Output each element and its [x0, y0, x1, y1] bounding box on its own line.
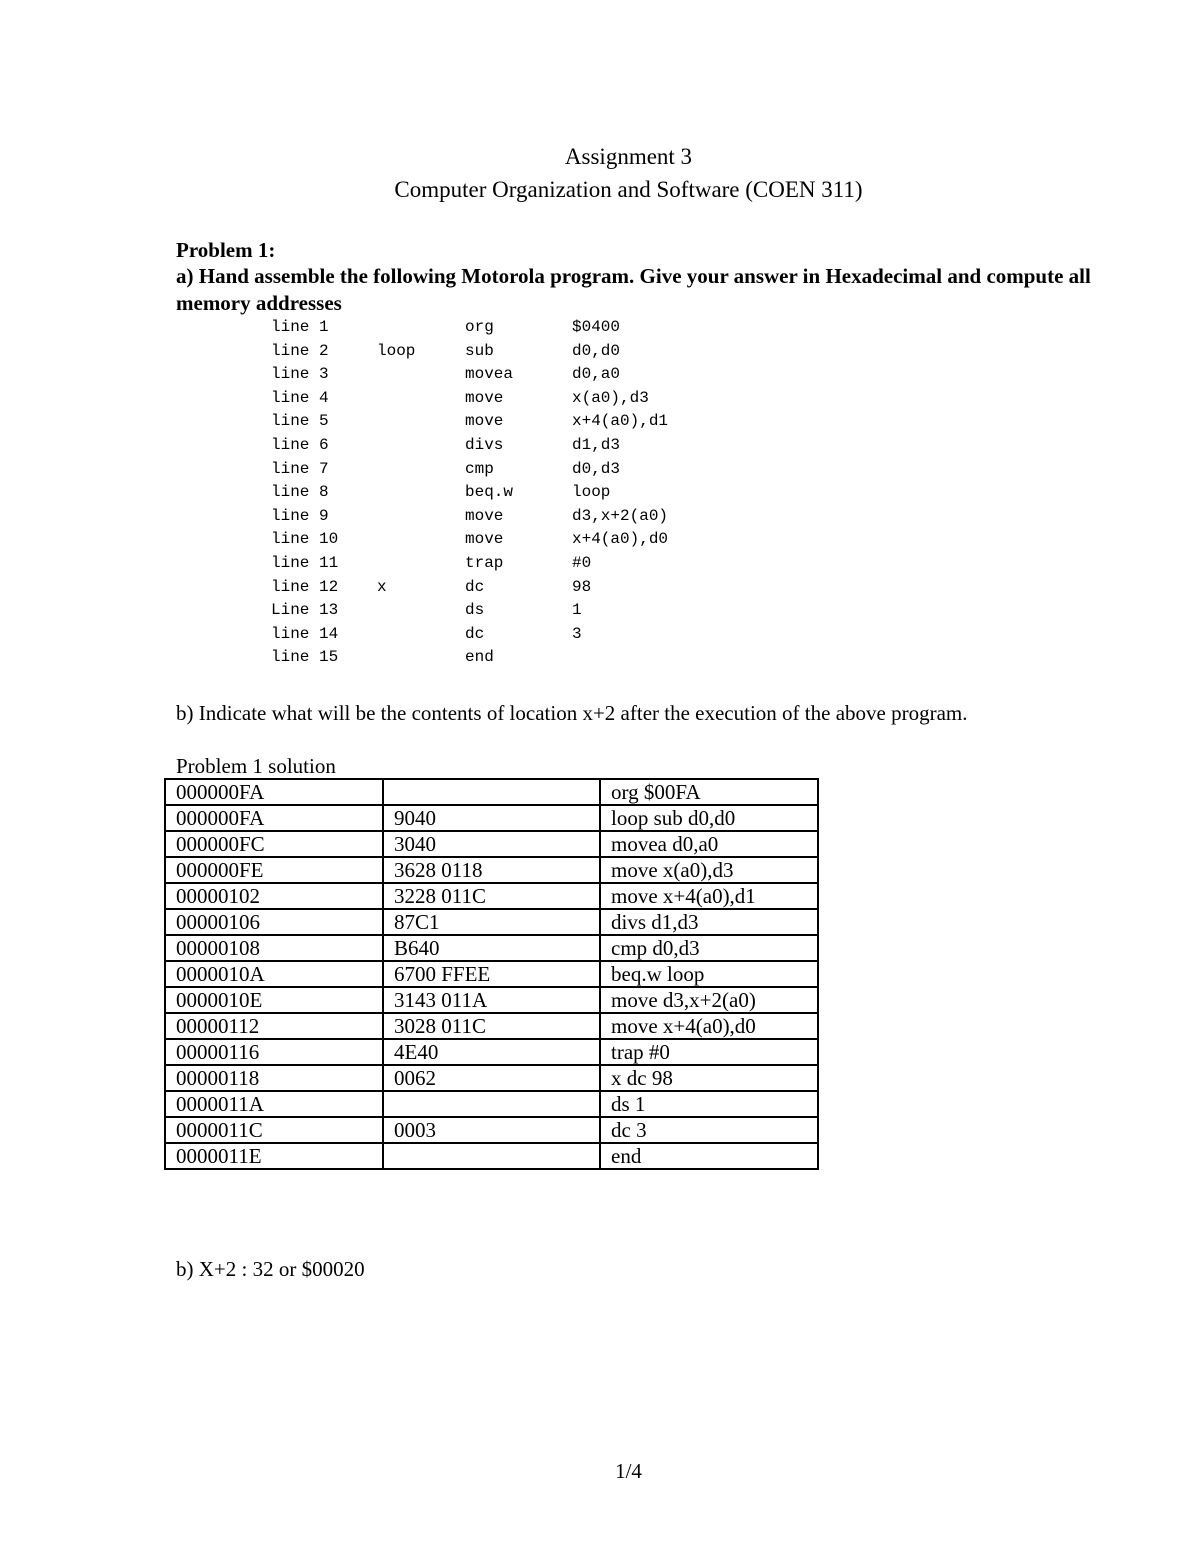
machine-code-cell: 6700 FFEE — [383, 961, 600, 987]
table-row — [165, 831, 818, 857]
address-cell: 00000102 — [165, 883, 383, 909]
address-cell: 00000118 — [165, 1065, 383, 1091]
code-operands: d0,d0 — [572, 341, 621, 360]
code-line-number: line 15 — [271, 648, 339, 667]
source-cell: loop sub d0,d0 — [600, 805, 818, 831]
document-subtitle: Computer Organization and Software (COEN 311) — [394, 177, 863, 202]
source-cell: movea d0,a0 — [600, 831, 818, 857]
code-opcode: cmp — [465, 459, 494, 478]
machine-code-cell: 0003 — [383, 1117, 600, 1143]
solution-heading: Problem 1 solution — [176, 754, 336, 778]
problem-1a-text: a) Hand assemble the following Motorola program. Give your answer in Hexadecimal and compute all memory addresses — [176, 264, 1091, 315]
code-opcode: dc — [465, 624, 485, 643]
source-cell: x dc 98 — [600, 1065, 818, 1091]
document-title: Assignment 3 — [564, 144, 693, 169]
answer-b-text: b) X+2 : 32 or $00020 — [176, 1257, 365, 1281]
code-operands: d3,x+2(a0) — [572, 506, 669, 525]
table-row — [165, 935, 818, 961]
code-operands: #0 — [572, 553, 592, 572]
problem-1b-text: b) Indicate what will be the contents of location x+2 after the execution of the above program. — [176, 701, 968, 725]
code-line-number: line 7 — [271, 459, 329, 478]
machine-code-cell: 0062 — [383, 1065, 600, 1091]
code-opcode: dc — [465, 577, 485, 596]
address-cell: 00000116 — [165, 1039, 383, 1065]
machine-code-cell — [383, 1143, 600, 1169]
machine-code-cell: 3040 — [383, 831, 600, 857]
code-label: loop — [377, 341, 416, 360]
solution-table — [164, 778, 819, 1170]
code-operands: x+4(a0),d0 — [572, 530, 669, 549]
code-operands: d0,a0 — [572, 365, 621, 384]
table-row — [165, 1013, 818, 1039]
address-cell: 000000FA — [165, 779, 383, 805]
address-cell: 0000011C — [165, 1117, 383, 1143]
code-operands: loop — [572, 483, 611, 502]
code-line-number: line 9 — [271, 506, 329, 525]
code-opcode: ds — [465, 601, 485, 620]
code-line-number: line 12 — [271, 577, 339, 596]
code-opcode: sub — [465, 341, 494, 360]
code-opcode: org — [465, 318, 494, 336]
code-opcode: end — [465, 648, 494, 667]
code-line-number: line 5 — [271, 412, 329, 431]
code-line-number: line 6 — [271, 435, 329, 454]
code-line-number: line 2 — [271, 341, 329, 360]
table-row — [165, 1091, 818, 1117]
table-row — [165, 1039, 818, 1065]
table-row — [165, 779, 818, 805]
source-cell: ds 1 — [600, 1091, 818, 1117]
table-row — [165, 857, 818, 883]
table-row — [165, 1065, 818, 1091]
machine-code-cell — [383, 1091, 600, 1117]
address-cell: 00000112 — [165, 1013, 383, 1039]
code-opcode: trap — [465, 553, 504, 572]
code-opcode: move — [465, 388, 504, 407]
code-line-number: line 14 — [271, 624, 339, 643]
code-opcode: move — [465, 506, 504, 525]
code-operands: d1,d3 — [572, 435, 621, 454]
machine-code-cell: 87C1 — [383, 909, 600, 935]
source-cell: beq.w loop — [600, 961, 818, 987]
page-number: 1/4 — [615, 1459, 642, 1483]
address-cell: 0000010A — [165, 961, 383, 987]
address-cell: 0000011A — [165, 1091, 383, 1117]
address-cell: 000000FA — [165, 805, 383, 831]
code-line-number: Line 13 — [271, 601, 339, 620]
code-opcode: movea — [465, 365, 514, 384]
source-cell: trap #0 — [600, 1039, 818, 1065]
code-line-number: line 4 — [271, 388, 329, 407]
machine-code-cell — [383, 779, 600, 805]
code-line-number: line 1 — [271, 318, 329, 336]
code-opcode: divs — [465, 435, 504, 454]
address-cell: 0000010E — [165, 987, 383, 1013]
machine-code-cell: 3028 011C — [383, 1013, 600, 1039]
code-opcode: move — [465, 530, 504, 549]
code-line-number: line 11 — [271, 553, 339, 572]
address-cell: 00000106 — [165, 909, 383, 935]
source-cell: move x+4(a0),d1 — [600, 883, 818, 909]
code-operands: 3 — [572, 624, 582, 643]
source-cell: divs d1,d3 — [600, 909, 818, 935]
machine-code-cell: 4E40 — [383, 1039, 600, 1065]
machine-code-cell: 3143 011A — [383, 987, 600, 1013]
code-operands: d0,d3 — [572, 459, 621, 478]
machine-code-cell: 3228 011C — [383, 883, 600, 909]
table-row — [165, 1143, 818, 1169]
code-opcode: move — [465, 412, 504, 431]
source-cell: end — [600, 1143, 818, 1169]
machine-code-cell: 3628 0118 — [383, 857, 600, 883]
table-row — [165, 1117, 818, 1143]
source-cell: move x+4(a0),d0 — [600, 1013, 818, 1039]
code-line-number: line 8 — [271, 483, 329, 502]
table-row — [165, 883, 818, 909]
code-label: x — [377, 577, 387, 596]
source-cell: move x(a0),d3 — [600, 857, 818, 883]
source-cell: dc 3 — [600, 1117, 818, 1143]
code-operands: $0400 — [572, 318, 621, 336]
source-cell: org $00FA — [600, 779, 818, 805]
address-cell: 00000108 — [165, 935, 383, 961]
code-line-number: line 3 — [271, 365, 329, 384]
address-cell: 0000011E — [165, 1143, 383, 1169]
problem-1-heading: Problem 1: — [176, 238, 276, 262]
code-opcode: beq.w — [465, 483, 514, 502]
table-row — [165, 961, 818, 987]
table-row — [165, 987, 818, 1013]
code-line-number: line 10 — [271, 530, 339, 549]
table-row — [165, 909, 818, 935]
code-operands: x(a0),d3 — [572, 388, 649, 407]
machine-code-cell: B640 — [383, 935, 600, 961]
address-cell: 000000FC — [165, 831, 383, 857]
address-cell: 000000FE — [165, 857, 383, 883]
source-cell: move d3,x+2(a0) — [600, 987, 818, 1013]
source-cell: cmp d0,d3 — [600, 935, 818, 961]
code-operands: 98 — [572, 577, 592, 596]
machine-code-cell: 9040 — [383, 805, 600, 831]
code-operands: x+4(a0),d1 — [572, 412, 669, 431]
code-operands: 1 — [572, 601, 582, 620]
table-row — [165, 805, 818, 831]
